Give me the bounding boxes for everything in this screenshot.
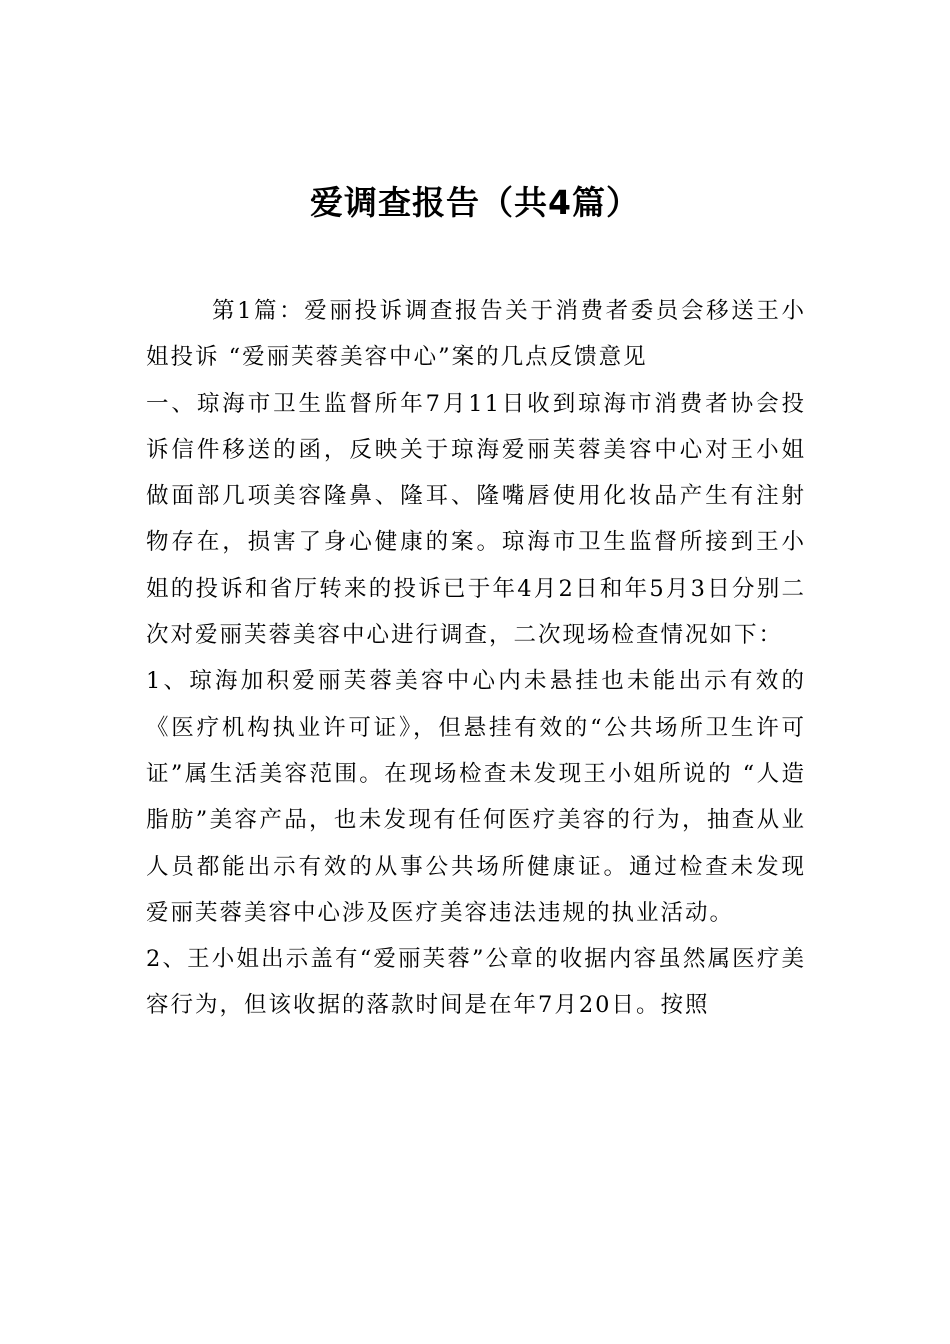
document-body bbox=[146, 288, 806, 1029]
paragraph-intro: 第1篇：爱丽投诉调查报告关于消费者委员会移送王小姐投诉 “爱丽芙蓉美容中心”案的几点反馈意见 bbox=[146, 298, 806, 371]
paragraph-section-1: 一、琼海市卫生监督所年7月11日收到琼海市消费者协会投诉信件移送的函，反映关于琼海爱丽芙蓉美容中心对王小姐做面部几项美容隆鼻、隆耳、隆嘴唇使用化妆品产生有注射物存在，损害了身心健康的案。琼海市卫生监督所接到王小姐的投诉和省厅转来的投诉已于年4月2日和年5月3日分别二次对爱丽芙蓉美容中心进行调查，二次现场检查情况如下： bbox=[146, 390, 806, 649]
document-title: 爱调查报告（共4篇） bbox=[310, 183, 640, 223]
paragraph-item-2: 2、王小姐出示盖有“爱丽芙蓉”公章的收据内容虽然属医疗美容行为，但该收据的落款时间是在年7月20日。按照 bbox=[146, 946, 806, 1019]
paragraph-item-1: 1、琼海加积爱丽芙蓉美容中心内未悬挂也未能出示有效的《医疗机构执业许可证》，但悬挂有效的“公共场所卫生许可证”属生活美容范围。在现场检查未发现王小姐所说的 “人造脂肪”美容产品，也未发现有任何医疗美容的行为，抽查从业人员都能出示有效的从事公共场所健康证。通过检查未发现爱丽芙蓉美容中心涉及医疗美容违法违规的执业活动。 bbox=[146, 668, 806, 926]
